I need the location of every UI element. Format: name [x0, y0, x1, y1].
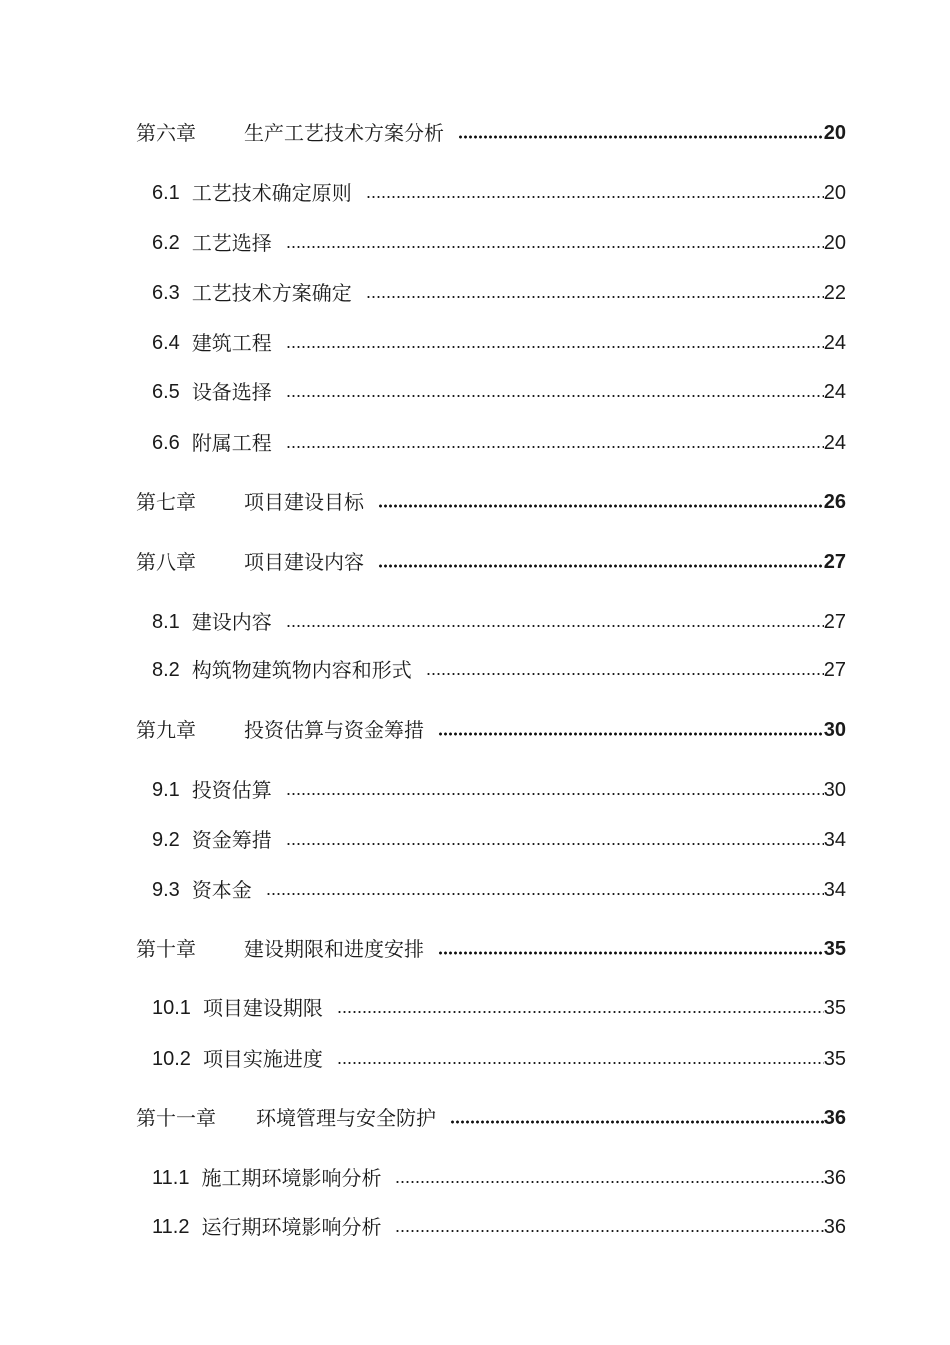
toc-page: 24: [823, 332, 846, 354]
toc-title: 工艺技术方案确定: [191, 281, 352, 305]
toc-section-10-2[interactable]: [152, 1041, 846, 1071]
toc-chapter-6[interactable]: [136, 115, 846, 145]
toc-number: 第九章: [136, 718, 196, 742]
toc-number: 6.2: [152, 232, 180, 254]
toc-page: 20: [823, 232, 846, 254]
toc-chapter-7[interactable]: [136, 484, 846, 514]
toc-leader: [378, 504, 824, 508]
toc-page: 22: [823, 282, 846, 304]
toc-title: 建设期限和进度安排: [244, 937, 424, 961]
toc-title: 构筑物建筑物内容和形式: [191, 658, 412, 682]
toc-leader: [395, 1180, 823, 1184]
toc-section-11-1[interactable]: [152, 1160, 846, 1190]
toc-page: 36: [823, 1216, 846, 1238]
toc-title: 资金筹措: [191, 828, 272, 852]
toc-chapter-11[interactable]: [136, 1100, 846, 1130]
toc-leader: [395, 1229, 823, 1233]
toc-title: 工艺选择: [191, 231, 272, 255]
toc-section-9-3[interactable]: [152, 872, 846, 902]
toc-page: 36: [823, 1167, 846, 1189]
toc-leader: [450, 1120, 824, 1124]
toc-section-10-1[interactable]: [152, 990, 846, 1020]
toc-title: 项目建设目标: [244, 490, 364, 514]
toc-page: 36: [823, 1107, 846, 1129]
toc-title: 资本金: [191, 878, 252, 902]
toc-page: 30: [823, 779, 846, 801]
toc-title: 运行期环境影响分析: [201, 1215, 382, 1239]
toc-title: 项目建设内容: [244, 550, 364, 574]
toc-number: 6.3: [152, 282, 180, 304]
toc-page: 24: [823, 381, 846, 403]
toc-number: 9.2: [152, 829, 180, 851]
toc-page: 35: [823, 997, 846, 1019]
toc-number: 第十章: [136, 937, 196, 961]
toc-leader: [286, 245, 824, 249]
toc-title: 生产工艺技术方案分析: [244, 121, 444, 145]
toc-number: 10.2: [152, 1048, 191, 1070]
toc-title: 项目建设期限: [202, 996, 323, 1020]
toc-leader: [438, 951, 824, 955]
toc-section-8-1[interactable]: [152, 604, 846, 634]
toc-page: 27: [823, 551, 846, 573]
toc-page: 27: [823, 611, 846, 633]
toc-leader: [286, 394, 824, 398]
toc-page: 30: [823, 719, 846, 741]
toc-leader: [286, 445, 824, 449]
toc-leader: [337, 1061, 824, 1065]
toc-number: 9.3: [152, 879, 180, 901]
toc-leader: [286, 842, 824, 846]
toc-number: 11.1: [152, 1167, 190, 1189]
toc-number: 8.1: [152, 611, 180, 633]
toc-page: 27: [823, 659, 846, 681]
toc-leader: [438, 732, 824, 736]
toc-title: 投资估算与资金筹措: [244, 718, 424, 742]
toc-number: 6.1: [152, 182, 180, 204]
toc-section-9-1[interactable]: [152, 772, 846, 802]
toc-page: 20: [823, 182, 846, 204]
toc-title: 项目实施进度: [202, 1047, 323, 1071]
toc-title: 环境管理与安全防护: [256, 1106, 436, 1130]
toc-leader: [366, 295, 824, 299]
toc-number: 第六章: [136, 121, 196, 145]
toc-section-11-2[interactable]: [152, 1209, 846, 1239]
toc-leader: [286, 792, 824, 796]
toc-title: 建筑工程: [191, 331, 272, 355]
toc-title: 附属工程: [191, 431, 272, 455]
toc-leader: [458, 135, 824, 139]
toc-chapter-9[interactable]: [136, 712, 846, 742]
toc-number: 第十一章: [136, 1106, 216, 1130]
toc-section-6-6[interactable]: [152, 425, 846, 455]
toc-leader: [286, 624, 824, 628]
toc-page: 35: [823, 938, 846, 960]
toc-page: 20: [823, 122, 846, 144]
toc-leader: [426, 672, 824, 676]
toc-number: 6.4: [152, 332, 180, 354]
toc-title: 投资估算: [191, 778, 272, 802]
toc-section-8-2[interactable]: [152, 652, 846, 682]
toc-number: 6.6: [152, 432, 180, 454]
toc-page: 24: [823, 432, 846, 454]
toc-section-6-1[interactable]: [152, 175, 846, 205]
toc-number: 11.2: [152, 1216, 190, 1238]
toc-number: 第八章: [136, 550, 196, 574]
toc-section-9-2[interactable]: [152, 822, 846, 852]
toc-leader: [337, 1010, 824, 1014]
toc-number: 10.1: [152, 997, 191, 1019]
toc-leader: [366, 195, 824, 199]
toc-number: 9.1: [152, 779, 180, 801]
toc-number: 第七章: [136, 490, 196, 514]
toc-page: 35: [823, 1048, 846, 1070]
toc-leader: [378, 564, 824, 568]
toc-title: 设备选择: [191, 380, 272, 404]
toc-page: 34: [823, 879, 846, 901]
toc-page: 26: [823, 491, 846, 513]
toc-section-6-2[interactable]: [152, 225, 846, 255]
toc-leader: [286, 345, 824, 349]
toc-leader: [266, 892, 824, 896]
toc-title: 施工期环境影响分析: [201, 1166, 382, 1190]
toc-number: 6.5: [152, 381, 180, 403]
toc-chapter-8[interactable]: [136, 544, 846, 574]
toc-page: 34: [823, 829, 846, 851]
toc-number: 8.2: [152, 659, 180, 681]
toc-section-6-4[interactable]: [152, 325, 846, 355]
toc-chapter-10[interactable]: [136, 931, 846, 961]
toc-title: 工艺技术确定原则: [191, 181, 352, 205]
toc-title: 建设内容: [191, 610, 272, 634]
toc-section-6-5[interactable]: [152, 374, 846, 404]
toc-section-6-3[interactable]: [152, 275, 846, 305]
